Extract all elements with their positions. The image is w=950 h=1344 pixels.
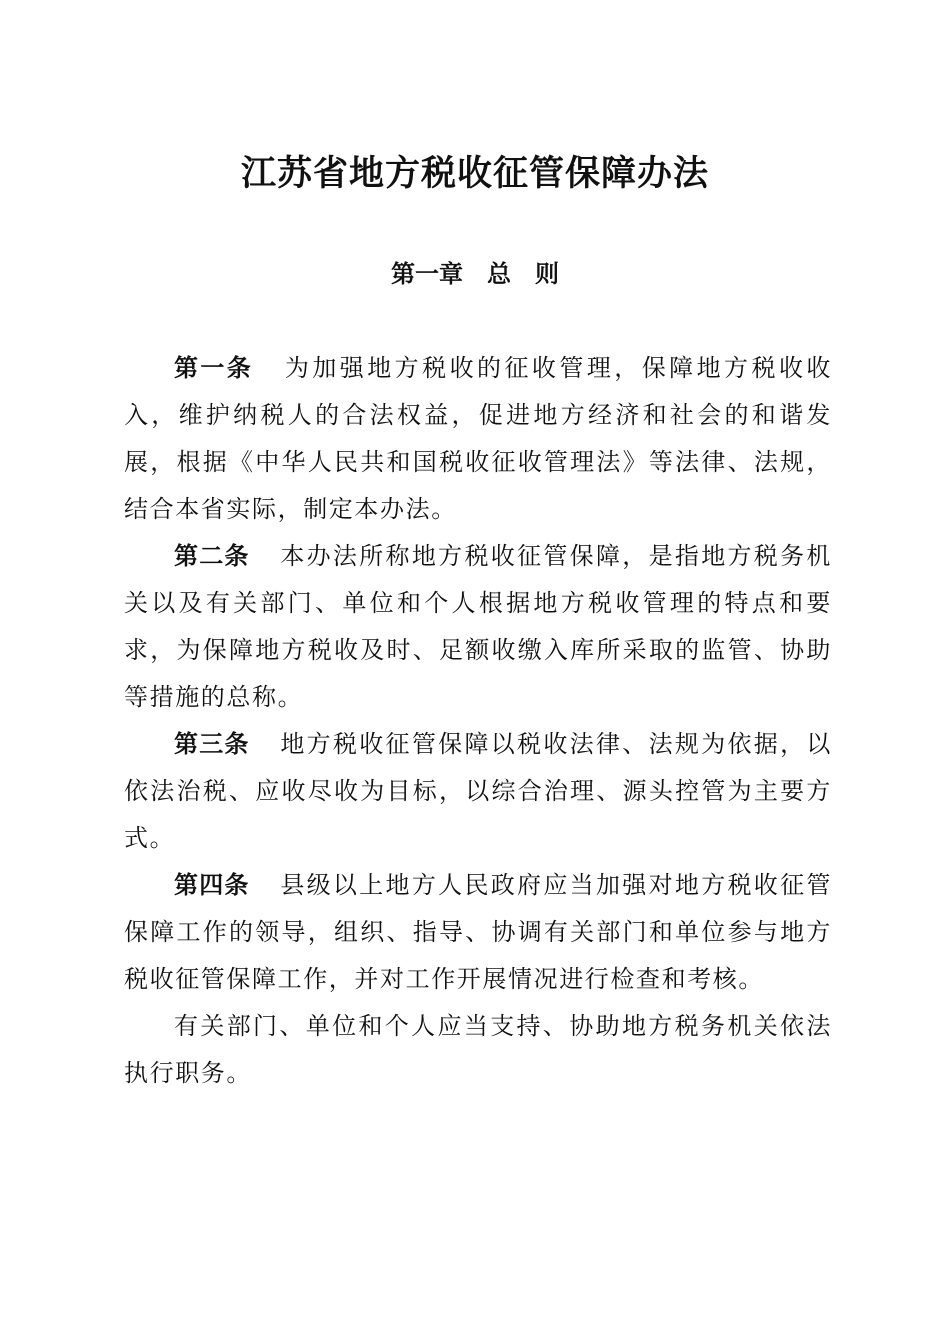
document-body bbox=[124, 345, 832, 1097]
document-title: 江苏省地方税收征管保障办法 bbox=[240, 153, 709, 194]
article-4 bbox=[124, 862, 832, 1003]
article-label: 第一条 bbox=[174, 354, 254, 382]
article-text: 县级以上地方人民政府应当加强对地方税收征管保障工作的领导，组织、指导、协调有关部门和单位参与地方税收征管保障工作，并对工作开展情况进行检查和考核。 bbox=[124, 871, 833, 993]
article-3 bbox=[124, 721, 832, 862]
article-text: 为加强地方税收的征收管理，保障地方税收收入，维护纳税人的合法权益，促进地方经济和社会的和谐发展，根据《中华人民共和国税收征收管理法》等法律、法规，结合本省实际，制定本办法。 bbox=[124, 354, 833, 523]
article-label: 第四条 bbox=[174, 871, 250, 899]
article-label: 第三条 bbox=[174, 730, 250, 758]
article-text: 本办法所称地方税收征管保障，是指地方税务机关以及有关部门、单位和个人根据地方税收管理的特点和要求，为保障地方税收及时、足额收缴入库所采取的监管、协助等措施的总称。 bbox=[124, 542, 833, 711]
article-1 bbox=[124, 345, 832, 533]
article-2 bbox=[124, 533, 832, 721]
article-4-continuation bbox=[124, 1003, 832, 1097]
article-label: 第二条 bbox=[174, 542, 250, 570]
chapter-heading: 第一章 总 则 bbox=[391, 260, 559, 288]
article-text: 地方税收征管保障以税收法律、法规为依据，以依法治税、应收尽收为目标，以综合治理、源头控管为主要方式。 bbox=[124, 730, 833, 852]
article-text: 有关部门、单位和个人应当支持、协助地方税务机关依法执行职务。 bbox=[124, 1012, 832, 1087]
